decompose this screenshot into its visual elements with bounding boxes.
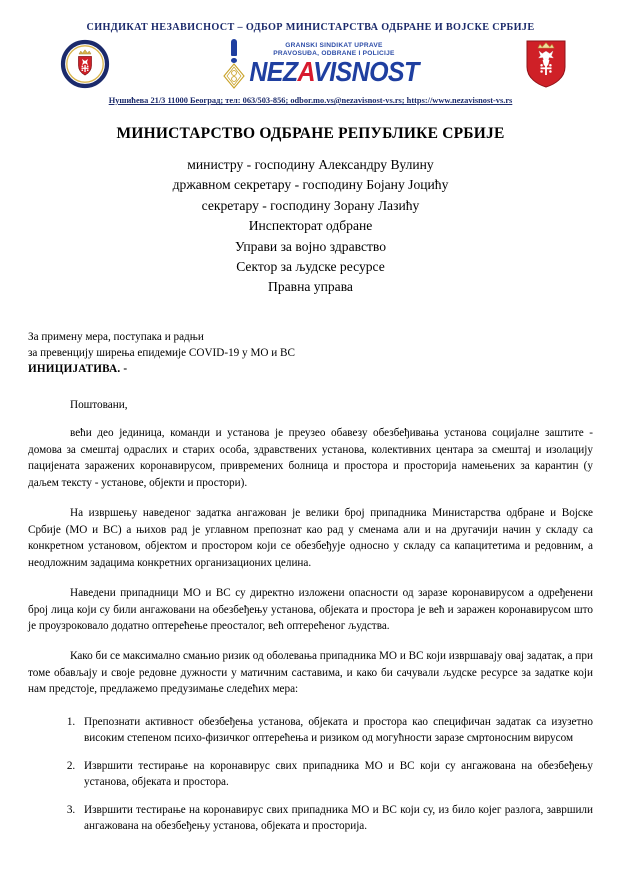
- proposed-measures-list: [28, 714, 593, 835]
- exclamation-diamond-icon: [222, 37, 248, 91]
- contact-information-line[interactable]: Нушићева 21/3 11000 Београд; тел: 063/503-856; odbor.mo.vs@nezavisnost-vs.rs; https://www.nezavisnost-vs.rs: [108, 96, 513, 105]
- subject-initiative-label: ИНИЦИЈАТИВА. -: [28, 362, 128, 375]
- salutation: Поштовани,: [70, 399, 128, 412]
- addressee-item: Сектор за људске ресурсе: [236, 258, 385, 274]
- document-body: [0, 125, 621, 835]
- wordmark-letter-a: A: [297, 55, 314, 88]
- organization-title: СИНДИКАТ НЕЗАВИСНОСТ – ОДБОР МИНИСТАРСТВА ОДБРАНЕ И ВОЈСКЕ СРБИЈЕ: [86, 22, 535, 33]
- subject-block: [28, 330, 593, 378]
- addressee-item: Инспекторат одбране: [248, 218, 373, 234]
- addressee-item: Правна управа: [268, 279, 353, 295]
- measure-item: 3. Извршити тестирање на коронавирус свих припадника МО и ВС који су, из било којег разлога, завршили ангажована на обезбеђењу установа, објеката и просторија.: [78, 802, 593, 835]
- logo-subtitle-line-2: PRAVOSUĐA, ODBRANE I POLICIJE: [273, 50, 395, 57]
- nezavisnost-union-logo: [116, 35, 525, 93]
- body-paragraph: Наведени припадници МО и ВС су директно изложени опасности од заразе коронавирусом а одређенени број лица који су били ангажовани на обезбеђењу установа, објеката и простора је већ и заражен коронавирусом што је проузроковало додатно оптерећење преосталог, већ оптерећеног људства.: [28, 587, 593, 632]
- addressee-item: Управи за војно здравство: [234, 238, 387, 254]
- subject-line-2: за превенцију ширења епидемије COVID-19 у МО и ВС: [28, 346, 295, 359]
- subject-line-1: За примену мера, поступака и радњи: [28, 330, 204, 343]
- wordmark-part-1: NEZ: [249, 55, 298, 88]
- letterhead: [0, 0, 621, 107]
- body-paragraph: Како би се максимално смањио ризик од оболевања припадника МО и ВС који извршавају овај задатак, а при томе обављају и своје редовне дужности у матичним саставима, и како би сачували људске ресурсе за задатке који нам предстоје, предлажемо предузимање следећих мера:: [28, 650, 593, 696]
- logo-text-block: [249, 42, 419, 88]
- body-paragraph: На извршењу наведеног задатка ангажован је велики број припадника Министарства одбране и Војске Србије (МО и ВС) а њихов рад је углавном препознат као рад у сменама али и на другачији начин у складу са конкретном установом, објектом и простором који се обезбеђује односно у складу са капацитетима и редовним, а неодложним задацима конкретних организационих целина.: [28, 507, 593, 569]
- addressee-list: [28, 155, 593, 298]
- logo-subtitle-line-1: GRANSKI SINDIKAT UPRAVE: [285, 42, 383, 50]
- measure-item: 2. Извршити тестирање на коронавирус свих припадника МО и ВС који су ангажована на обезбеђењу установа, објеката и простора.: [78, 758, 593, 791]
- wordmark-part-2: VISNOST: [313, 55, 419, 88]
- serbian-coat-of-arms-icon: [525, 39, 567, 89]
- addressee-item: секретару - господину Зорану Лазићу: [201, 197, 420, 213]
- addressee-item: државном секретару - господину Бојану Јоцићу: [172, 177, 449, 193]
- ministry-of-defence-emblem-icon: [60, 39, 110, 89]
- addressee-item: министру - господину Александру Вулину: [187, 157, 434, 172]
- measure-item: 1. Препознати активност обезбеђења установа, објеката и простора као специфичан задатак са изузетно високим степеном психо-физичког оптерећења и ризиком од могућности заразе смртоносним вирусом: [78, 714, 593, 747]
- nezavisnost-wordmark: [249, 55, 419, 88]
- body-paragraph: већи део јединица, команди и установа је преузео обавезу обезбеђивања установа социјалне заштите - домова за смештај одраслих и старих особа, здравствених установа, колективних центара за смештај и изолацију пацијената заражених коронавирусом, привремених болница и простора и просторија намењених за карантин (у даљем тексту - установе, објекти и простори).: [28, 427, 593, 489]
- page-title: МИНИСТАРСТВО ОДБРАНЕ РЕПУБЛИКЕ СРБИЈЕ: [116, 125, 505, 142]
- letterhead-logo-row: [26, 35, 595, 93]
